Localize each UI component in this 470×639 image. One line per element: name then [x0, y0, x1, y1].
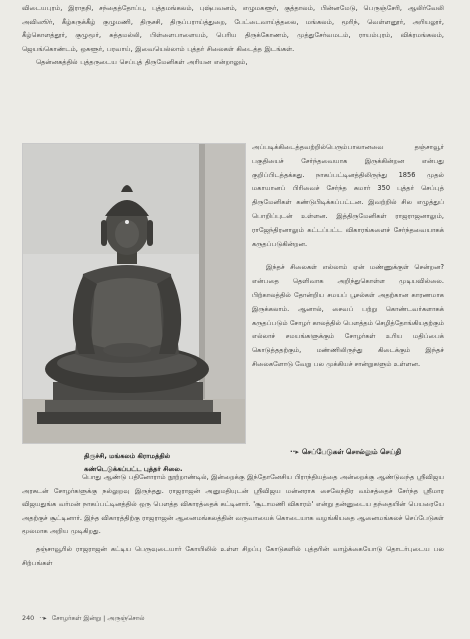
lower-paragraph-2: தஞ்சாவூரில் ராஜராஜன் கட்டிய பெருவுடையார் கோயிலில் உள்ள சிறப்பு கோடுகளில் புத்தரின் வாழ்க்கையோடு தொடர்புடைய பல சிற்பங்கள்	[22, 544, 444, 567]
paragraph-gap	[252, 251, 444, 261]
right-column-paragraph-1: அப்படிக்கிடைத்தவற்றில்பெரும்பாலானவை தஞ்சாவூர் பகுதியைச் சேர்ந்தவையாக இருக்கின்றன என்பது குறிப்பிடத்தக்கது. நாகப்பட்டினத்திலிருந்து 1856 முதல் மகாயானப் பிரிவைச் சேர்ந்த சுமார் 350 புத்தர் செப்புத் திருமேனிகள் கண்டுபிடிக்கப்பட்டன. இவற்றில் சில எழுத்துப் பொறிப்புடன் உள்ளன. இத்திருமேனிகள் ராஜராஜனாலும், ராஜேந்திரனாலும் கட்டப்பட்ட விகாரங்களைச் சேர்ந்தவையாகக் கருதப்படுகின்றன.	[252, 143, 444, 248]
book-title: சோழர்கள் இன்று	[51, 614, 102, 622]
publisher-name: அருஞ்சொல்	[107, 614, 145, 622]
intro-section	[22, 2, 444, 70]
right-column-paragraph-2: இந்தச் சிலைகள் எல்லாம் ஏன் மண்ணுக்குள் சென்றன? என்பதை தெளிவாக அறிந்துகொள்ள முடியவில்லை. பிற்காலத்தில் தோன்றிய சமயப் பூசல்கள் அதற்கான காரணமாக இருக்கலாம். ஆனால், சைவப் பற்று கொண்டவர்களாகக் கருதப்படும் சோழர் காலத்தில் பௌத்தம் செழித்தோங்கியதற்கும் எல்லாச் சமயங்களுக்கும் சோழர்கள் உரிய மதிப்பைக் கொடுத்ததற்கும், மண்ணிலிருந்து கிடைக்கும் இந்தச் சிலைகளோடு வேறு பல முக்கியச் சான்றுகளும் உள்ளன.	[252, 263, 444, 368]
right-column-text	[252, 141, 444, 372]
page-number: 240	[22, 614, 35, 622]
caption-line-1: திருச்சி, மங்கலம் கிராமத்தில்	[84, 452, 171, 460]
arrow-icon: ··▸	[39, 614, 47, 622]
buddha-statue-photo	[22, 143, 246, 444]
lower-paragraph-1: பொது ஆண்டு பதினோராம் நூற்றாண்டில், இன்றைக்கு இந்தோனேசிய பிராந்தியத்தை அன்றைக்கு ஆண்டுவந்த ஸ்ரீவிஜய அரசுடன் சோழர்களுக்கு நல்லுறவு இருந்தது. ராஜராஜன் அனுமதியுடன் ஸ்ரீவிஜய மன்னராக சைலேந்திர வம்சத்தைச் சேர்ந்த ஸ்ரீமார விஜயதுங்க வர்மன் நாகப்பட்டினத்தில் ஒரு பௌத்த விகாரத்தைக் கட்டினார். 'சூடாமணி விகாரம்' என்று தன்னுடைய தந்தையின் பெயரையே அதற்குச் சூட்டினார். இந்த விகாரத்திற்கு ராஜராஜன் ஆனைமங்கலத்தின் வருவாயைக் கொடையாக வழங்கியதை ஆனைமங்கலச் செப்பேடுகள் மூலமாக அறிய முடிகிறது.	[22, 473, 444, 536]
subheading-text: செப்பேடுகள் சொல்லும் செய்தி	[301, 448, 402, 456]
intro-paragraph-2: தென்னகத்தில் புத்தருடைய செப்புத் திருமேனிகள் அரியன என்றாலும்,	[36, 58, 248, 67]
lower-section	[22, 471, 444, 570]
footer-divider: |	[103, 614, 108, 622]
section-subheading	[290, 448, 444, 457]
buddha-statue-icon	[23, 144, 245, 443]
arrow-icon: ··▸	[290, 448, 299, 456]
page-footer	[22, 614, 322, 623]
caption-line-2: கண்டெடுக்கப்பட்ட புத்தர் சிலை.	[84, 465, 183, 473]
intro-paragraph: விடையபுரம், இராதநி, சந்தைத்தோப்பு, புத்தமங்கலம், புஷ்பவனம், எழுமகளூர், குத்தாலம், பின்னமேடு, பெருஞ்சேரி, ஆலிர்வேலி அவிஸூர், கீழ்கருக்கீழ் குழுமணி, திருசசி, திருப்பராய்த்துறை, பேட்டைவாய்த்தலை, மங்கலம், மூரிந், வெள்ளனூர், அரியலூர், கீழ்கொளத்தூர், குழுமூர், சுத்தமல்லி, பிள்ளைபாளையம், பெரிய திருக்கோணம், முத்துசேர்வமடம், ராயம்புரம், விக்ரமங்கலம், ஜெயங்கொண்டம், ஒகளூர், பரவாய், இவையெல்லாம் புத்தர் சிலைகள் கிடைத்த இடங்கள்.	[22, 4, 444, 53]
